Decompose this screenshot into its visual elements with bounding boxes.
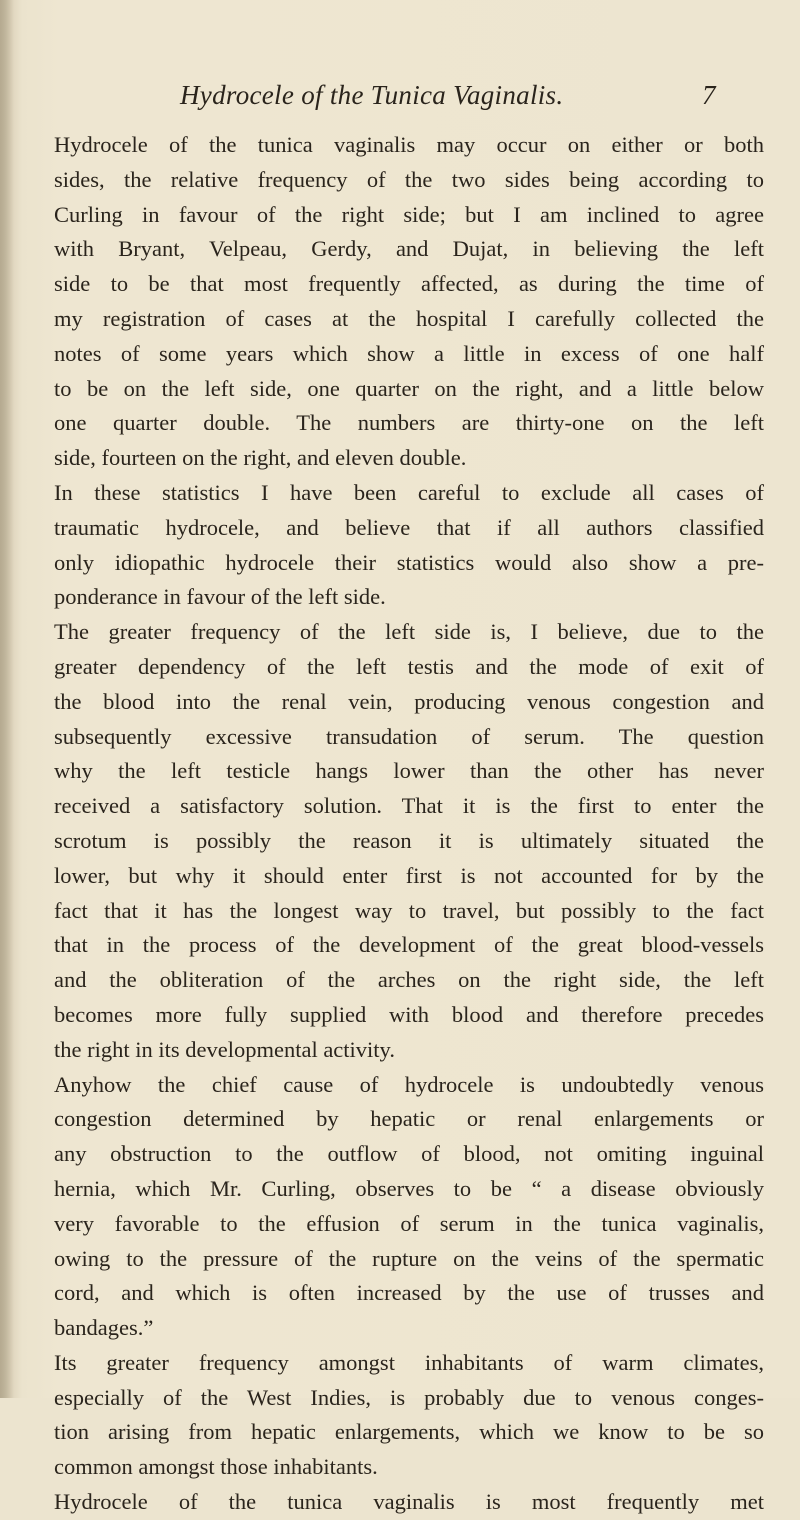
text-line: owing to the pressure of the rupture on the veins of the spermatic bbox=[54, 1245, 764, 1271]
text-line: scrotum is possibly the reason it is ultimately situated the bbox=[54, 827, 764, 853]
page-number: 7 bbox=[702, 80, 716, 110]
text-line: and the obliteration of the arches on the right side, the left bbox=[54, 967, 764, 993]
text-line: to be on the left side, one quarter on the right, and a little below bbox=[54, 375, 764, 401]
text-line: The greater frequency of the left side is, I believe, due to the bbox=[54, 619, 764, 645]
text-line: fact that it has the longest way to travel, but possibly to the fact bbox=[54, 897, 764, 923]
text-line: any obstruction to the outflow of blood, not omiting inguinal bbox=[54, 1141, 764, 1167]
text-line: congestion determined by hepatic or renal enlargements or bbox=[54, 1106, 764, 1132]
text-line: hernia, which Mr. Curling, observes to be “ a disease obviously bbox=[54, 1175, 764, 1201]
body-text bbox=[54, 128, 764, 1520]
text-line: that in the process of the development of the great blood-vessels bbox=[54, 932, 764, 958]
text-line: In these statistics I have been careful to exclude all cases of bbox=[54, 479, 764, 505]
running-title: Hydrocele of the Tunica Vaginalis. bbox=[180, 80, 564, 110]
text-line: why the left testicle hangs lower than the other has never bbox=[54, 758, 764, 784]
text-line: the right in its developmental activity. bbox=[54, 1036, 395, 1062]
text-line: notes of some years which show a little in excess of one half bbox=[54, 340, 764, 366]
text-line: Hydrocele of the tunica vaginalis may occur on either or both bbox=[54, 132, 764, 157]
text-line: received a satisfactory solution. That it is the first to enter the bbox=[54, 793, 764, 819]
text-line: only idiopathic hydrocele their statistics would also show a pre- bbox=[54, 549, 764, 575]
text-line: Its greater frequency amongst inhabitants of warm climates, bbox=[54, 1349, 764, 1375]
text-line: very favorable to the effusion of serum in the tunica vaginalis, bbox=[54, 1210, 764, 1236]
text-line: cord, and which is often increased by the use of trusses and bbox=[54, 1280, 764, 1306]
text-line: especially of the West Indies, is probably due to venous conges- bbox=[54, 1384, 764, 1410]
running-head bbox=[0, 80, 800, 120]
text-line: side to be that most frequently affected, as during the time of bbox=[54, 271, 764, 297]
text-line: sides, the relative frequency of the two sides being according to bbox=[54, 166, 764, 192]
text-line: side, fourteen on the right, and eleven double. bbox=[54, 445, 467, 471]
text-line: Anyhow the chief cause of hydrocele is undoubtedly venous bbox=[54, 1071, 764, 1097]
text-line: bandages.” bbox=[54, 1315, 154, 1341]
text-line: greater dependency of the left testis and the mode of exit of bbox=[54, 653, 764, 679]
text-line: one quarter double. The numbers are thirty-one on the left bbox=[54, 410, 764, 436]
text-line: common amongst those inhabitants. bbox=[54, 1454, 378, 1480]
text-line: traumatic hydrocele, and believe that if all authors classified bbox=[54, 514, 764, 540]
text-line: lower, but why it should enter first is not accounted for by the bbox=[54, 862, 764, 888]
text-line: subsequently excessive transudation of serum. The question bbox=[54, 723, 764, 749]
text-line: the blood into the renal vein, producing venous congestion and bbox=[54, 688, 764, 714]
text-line: tion arising from hepatic enlargements, which we know to be so bbox=[54, 1419, 764, 1445]
text-line: ponderance in favour of the left side. bbox=[54, 584, 386, 610]
text-line: my registration of cases at the hospital I carefully collected the bbox=[54, 305, 764, 331]
text-line: Hydrocele of the tunica vaginalis is most frequently met bbox=[54, 1489, 764, 1515]
text-line: becomes more fully supplied with blood and therefore precedes bbox=[54, 1001, 764, 1027]
page-gutter-shadow bbox=[0, 0, 14, 1398]
text-line: Curling in favour of the right side; but I am inclined to agree bbox=[54, 201, 764, 227]
text-line: with Bryant, Velpeau, Gerdy, and Dujat, in believing the left bbox=[54, 236, 764, 262]
